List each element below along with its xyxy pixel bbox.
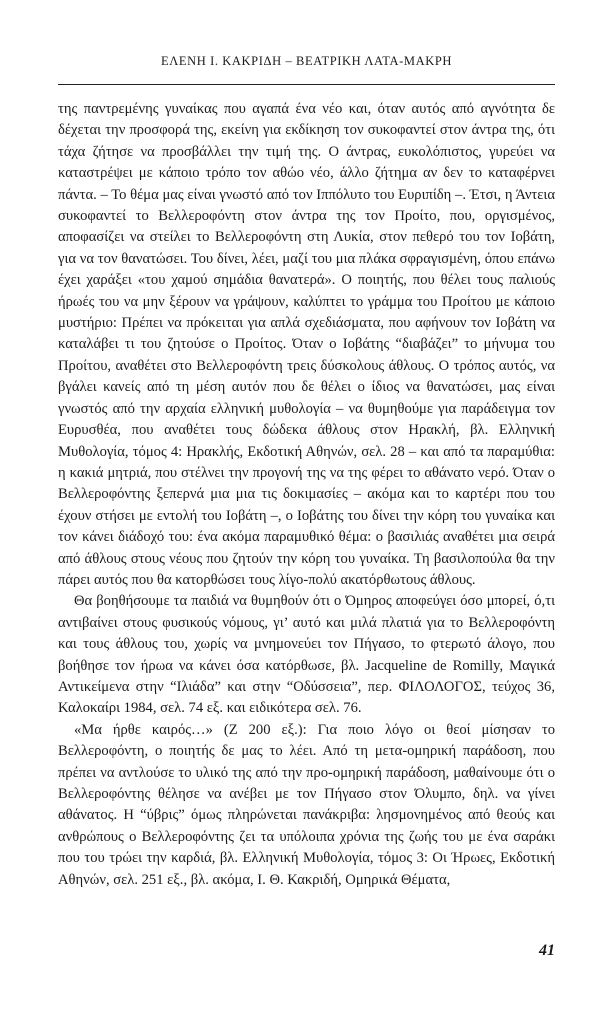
paragraph-1: της παντρεμένης γυναίκας που αγαπά ένα νέο και, όταν αυτός από αγνότητα δε δέχεται την προσφορά της, εκείνη για εκδίκηση τον συκοφαντεί στον άντρα της, ότι τάχα ζήτησε να προσβάλλει την τιμή της. Ο άντρας, ευκολόπιστος, γυρεύει να καταστρέψει με κάποιο τρόπο τον αθώο νέο, άλλο ζήτημα αν δεν το καταφέρνει πάντα. – Το θέμα μας είναι γνωστό από τον Ιππόλυτο του Ευριπίδη –. Έτσι, η Άντεια συκοφαντεί το Βελλεροφόντη στον άντρα της τον Προίτο, που, οργισμένος, αποφασίζει να στείλει το Βελλεροφόντη στη Λυκία, στον πεθερό του τον Ιοβάτη, για να τον θανατώσει. Του δίνει, λέει, μαζί του μια πλάκα σφραγισμένη, όπου επάνω έχει χαράξει «του χαμού σημάδια θανατερά». Ο ποιητής, που θέλει τους παλιούς ήρωές του να μην ξέρουν να γράψουν, καλύπτει το γράμμα του Προίτου με κάποιο μυστήριο: Πρέπει να πρόκειται για απλά σχεδιάσματα, που αφήνουν τον Ιοβάτη να καταλάβει τι του ζητούσε ο Προίτος. Όταν ο Ιοβάτης “διαβάζει” το μήνυμα του Προίτου, αναθέτει στο Βελλεροφόντη τρεις δύσκολους άθλους. Ο τρόπος αυτός, να βγάλει κανείς από τη μέση αυτόν που δε θέλει ο ίδιος να θανατώσει, μας είναι γνωστός από την αρχαία ελληνική μυθολογία – να θυμηθούμε για παράδειγμα τον Ευρυσθέα, που αναθέτει τους δώδεκα άθλους στον Ηρακλή, βλ. Ελληνική Μυθολογία, τόμος 4: Ηρακλής, Εκδοτική Αθηνών, σελ. 28 – και από τα παραμύθια: η κακιά μητριά, που στέλνει την προγονή της να της φέρει το αθάνατο νερό. Όταν ο Βελλεροφόντης ξεπερνά μια μια τις δοκιμασίες – ακόμα και το καρτέρι που του έχουν στήσει με εντολή του Ιοβάτη –, ο Ιοβάτης του δίνει την κόρη του γυναίκα και τον κάνει διάδοχό του: ένα ακόμα παραμυθικό θέμα: ο βασιλιάς αναθέτει μια σειρά από άθλους στους νέους που ζητούν την κόρη του γυναίκα. Τη βασιλοπούλα θα την πάρει αυτός που θα κατορθώσει τους λίγο-πολύ ακατόρθωτους άθλους.: [58, 101, 555, 588]
header-rule: [58, 84, 555, 85]
paragraph-2: Θα βοηθήσουμε τα παιδιά να θυμηθούν ότι ο Όμηρος αποφεύγει όσο μπορεί, ό,τι αντιβαίνει στους φυσικούς νόμους, γι’ αυτό και μιλά πλατιά για το Βελλεροφόντη και τους άθλους του, χωρίς να μνημονεύει τον Πήγασο, το φτερωτό άλογο, που βοήθησε τον ήρωα να κάνει όσα κατόρθωσε, βλ. Jacqueline de Romilly, Μαγικά Αντικείμενα στην “Ιλιάδα” και στην “Οδύσσεια”, περ. ΦΙΛΟΛΟΓΟΣ, τεύχος 36, Καλοκαίρι 1984, σελ. 74 εξ. και ειδικότερα σελ. 76.: [58, 593, 555, 717]
running-head: ΕΛΕΝΗ Ι. ΚΑΚΡΙΔΗ – ΒΕΑΤΡΙΚΗ ΛΑΤΑ-ΜΑΚΡΗ: [160, 54, 453, 68]
paragraph-3: «Μα ήρθε καιρός…» (Ζ 200 εξ.): Για ποιο λόγο οι θεοί μίσησαν το Βελλεροφόντη, ο ποιητής δε μας το λέει. Από τη μετα-ομηρική παράδοση, που πρέπει να αντλούσε το υλικό της από την προ-ομηρική παράδοση, μαθαίνουμε ότι ο Βελλεροφόντης θέλησε να ανέβει με τον Πήγασο στον Όλυμπο, δηλ. να γίνει αθάνατος. Η “ύβρις” όμως πληρώνεται πανάκριβα: λησμονημένος από θεούς και ανθρώπους ο Βελλεροφόντης ζει τα υπόλοιπα χρόνια της ζωής του με ένα σαράκι που του τρώει την καρδιά, βλ. Ελληνική Μυθολογία, τόμος 3: Οι Ήρωες, Εκδοτική Αθηνών, σελ. 251 εξ., βλ. ακόμα, Ι. Θ. Κακριδή, Ομηρικά Θέματα,: [58, 721, 555, 888]
body-text: [58, 99, 555, 891]
page-number: 41: [539, 942, 555, 959]
